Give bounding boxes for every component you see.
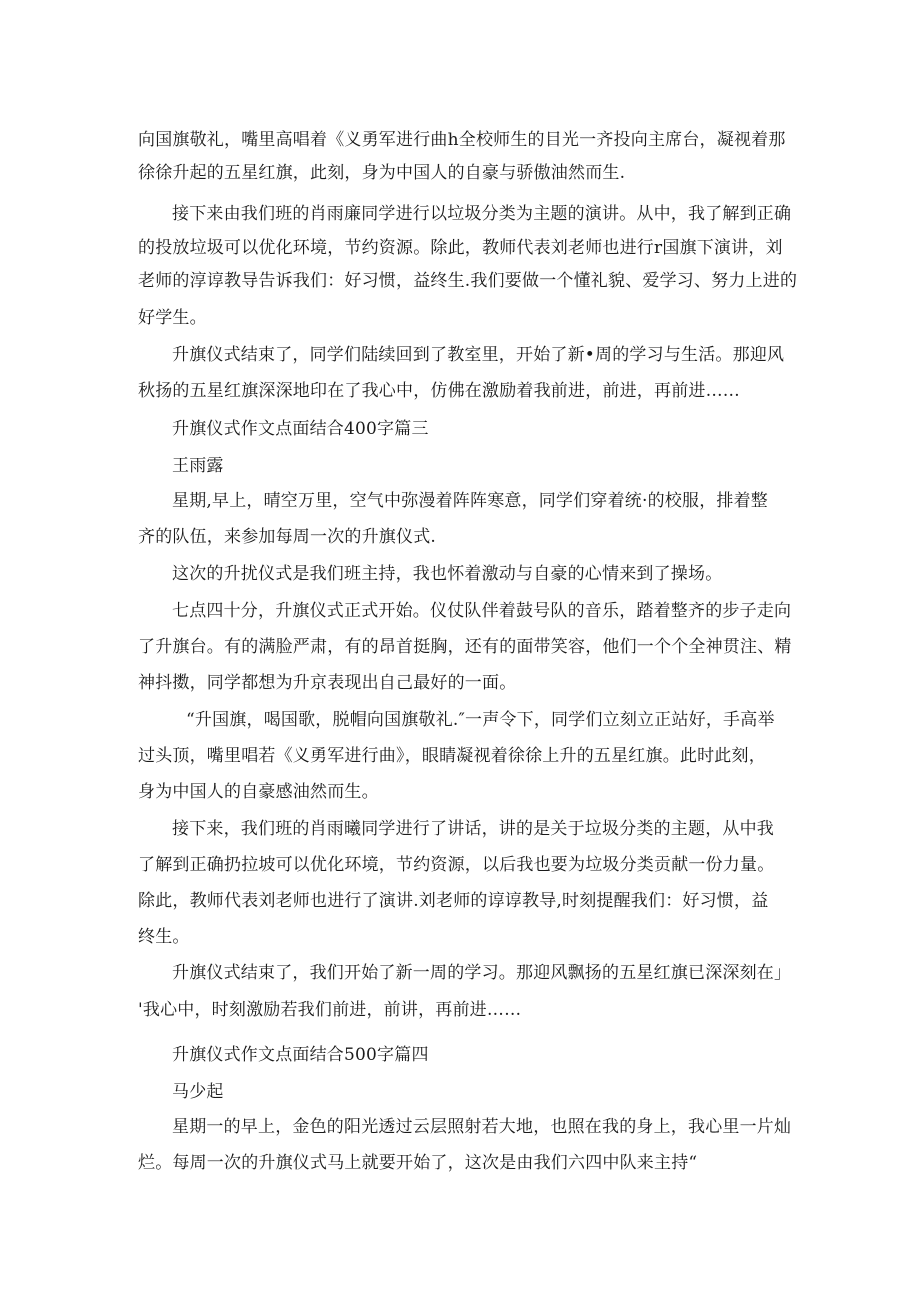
text-line: 神抖擞，同学都想为升京表现出自己最好的一面。: [138, 673, 517, 693]
text-line: 烂。每周一次的升旗仪式马上就要开始了，这次是由我们六四中队来主持“: [138, 1153, 698, 1173]
text-line: '我心中，时刻激励若我们前进，前讲，再前进……: [138, 1000, 522, 1020]
text-line: 好学生。: [138, 308, 207, 328]
section-heading: 升旗仪式作文点面结合500字篇四: [172, 1045, 429, 1065]
text-line: 升旗仪式结束了，同学们陆续回到了教室里，开始了新•周的学习与生活。那迎风: [172, 345, 785, 365]
text-line: 的投放垃圾可以优化环境，节约资源。除此，教师代表刘老师也进行r国旗下演讲，刘: [138, 238, 783, 258]
text-line: 身为中国人的自豪感油然而生。: [138, 782, 379, 802]
text-line: 接下来，我们班的肖雨曦同学进行了讲话，讲的是关于垃圾分类的主题，从中我: [172, 819, 774, 839]
text-line: 升旗仪式结束了，我们开始了新一周的学习。那迎风飘扬的五星红旗已深深刻在」: [172, 963, 792, 983]
text-line: 星期一的早上，金色的阳光透过云层照射若大地，也照在我的身上，我心里一片灿: [172, 1117, 792, 1137]
text-line: 星期,早上，晴空万里，空气中弥漫着阵阵寒意，同学们穿着统·的校服，排着整: [172, 491, 769, 511]
text-line: 过头顶，嘴里唱若《义勇军进行曲》，眼睛凝视着徐徐上升的五星红旗。此时此刻，: [138, 746, 766, 766]
section-heading: 升旗仪式作文点面结合400字篇三: [172, 419, 429, 439]
author-name: 王雨露: [172, 456, 224, 476]
author-name: 马少起: [172, 1082, 224, 1102]
text-line: 齐的队伍，来参加每周一次的升旗仪式.: [138, 527, 437, 547]
text-line: 除此，教师代表刘老师也进行了演讲.刘老师的谆谆教导,时刻提醒我们：好习惯，益: [138, 891, 769, 911]
text-line: 这次的升扰仪式是我们班主持，我也怀着激动与自豪的心情来到了操场。: [172, 564, 723, 584]
text-line: 向国旗敬礼，嘴里高唱着《义勇军进行曲h全校师生的目光一齐投向主席台，凝视着那: [138, 130, 786, 150]
text-line: 接下来由我们班的肖雨廉同学进行以垃圾分类为主题的演讲。从中，我了解到正确: [172, 204, 792, 224]
text-line: 秋扬的五星红旗深深地印在了我心中，仿佛在激励着我前进，前进，再前进……: [138, 381, 740, 401]
text-line: 徐徐升起的五星红旗，此刻，身为中国人的自豪与骄傲油然而生.: [138, 163, 626, 183]
text-line: 七点四十分，升旗仪式正式开始。仪仗队伴着鼓号队的音乐，踏着整齐的步子走向: [172, 601, 792, 621]
text-line: “升国旗，喝国歌，脱帽向国旗敬礼.″一声令下，同学们立刻立正站好，手高举: [186, 710, 775, 730]
text-line: 了解到正确扔拉坡可以优化环境，节约资源，以后我也要为垃圾分类贡献一份力量。: [138, 855, 775, 875]
text-line: 了升旗台。有的满脸严肃，有的昂首挺胸，还有的面带笑容，他们一个个全神贯注、精: [138, 637, 792, 657]
text-line: 终生。: [138, 927, 190, 947]
text-line: 老师的淳谆教导告诉我们：好习惯，益终生.我们要做一个懂礼貌、爱学习、努力上进的: [138, 271, 798, 291]
